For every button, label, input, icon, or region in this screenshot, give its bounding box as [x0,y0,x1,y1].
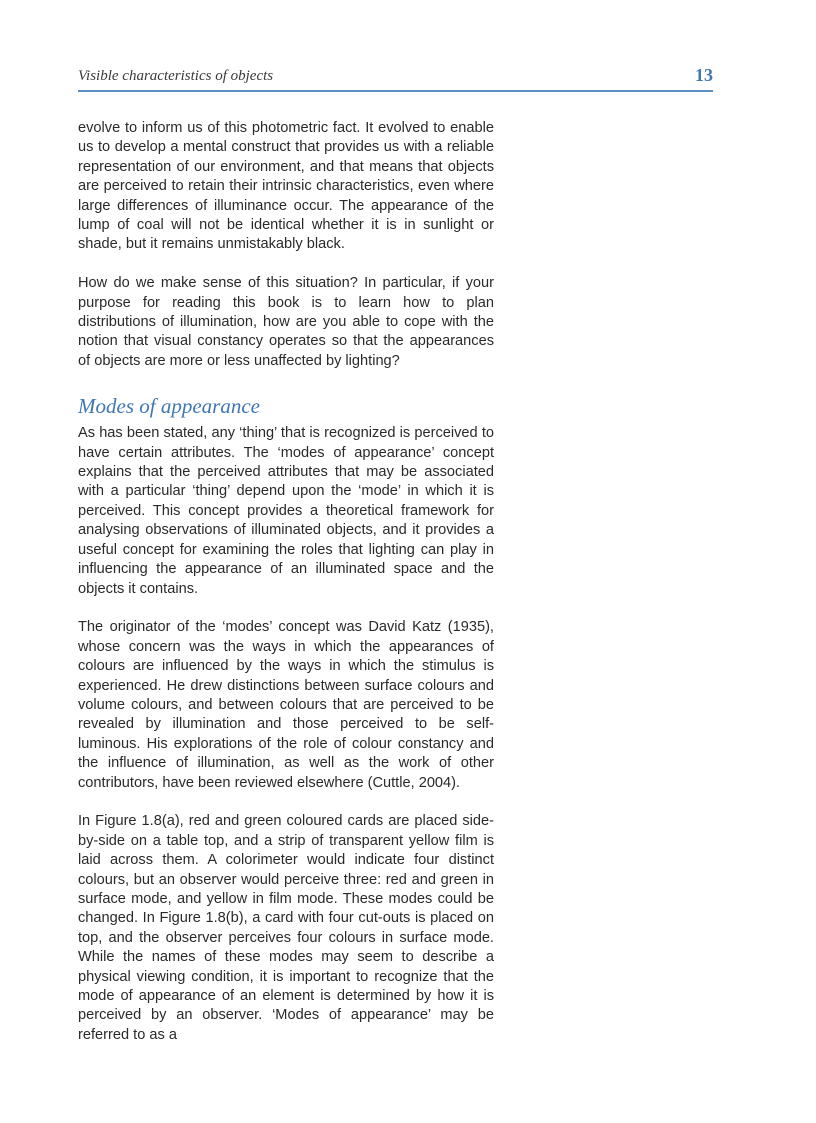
paragraph: In Figure 1.8(a), red and green coloured cards are placed side-by-side on a table top, and a strip of transparent yellow film is laid across them. A colorimeter would indicate four distinct colours, but an observer would perceive three: red and green in surface mode, and yellow in film mode. These modes could be changed. In Figure 1.8(b), a card with four cut-outs is placed on top, and the observer perceives four colours in surface mode. While the names of these modes may seem to describe a physical viewing condition, it is important to recognize that the mode of appearance of an element is determined by how it is perceived by an observer. ‘Modes of appearance’ may be referred to as a [78,813,494,1043]
paragraph: The originator of the ‘modes’ concept was David Katz (1935), whose concern was the ways in which the appearances of colours are influenced by the ways in which the stimulus is experienced. He drew distinctions between surface colours and volume colours, and between colours that are perceived to be revealed by illumination and those perceived to be self-luminous. His explorations of the role of colour constancy and the influence of illumination, as well as the work of other contributors, have been reviewed elsewhere (Cuttle, 2004). [78,619,494,791]
running-head [78,62,713,92]
paragraph: How do we make sense of this situation? In particular, if your purpose for reading this book is to learn how to plan distributions of illumination, how are you able to cope with the notion that visual constancy operates so that the appearances of objects are more or less unaffected by lighting? [78,275,494,369]
page-number: 13 [695,65,713,85]
running-title: Visible characteristics of objects [78,68,274,84]
body-text [78,119,494,1045]
paragraph: evolve to inform us of this photometric fact. It evolved to enable us to develop a mental construct that provides us with a reliable representation of our environment, and that means that objects are perceived to retain their intrinsic characteristics, even where large differences of illuminance occur. The appearance of the lump of coal will not be identical whether it is in sunlight or shade, but it remains unmistakably black. [78,120,494,253]
section-heading: Modes of appearance [78,394,260,419]
paragraph: As has been stated, any ‘thing’ that is recognized is perceived to have certain attributes. The ‘modes of appearance’ concept explains that the perceived attributes that may be associated with a particular ‘thing’ depend upon the ‘mode’ in which it is perceived. This concept provides a theoretical framework for analysing observations of illuminated objects, and it provides a useful concept for examining the roles that lighting can play in influencing the appearance of an illuminated space and the objects it contains. [78,425,494,597]
